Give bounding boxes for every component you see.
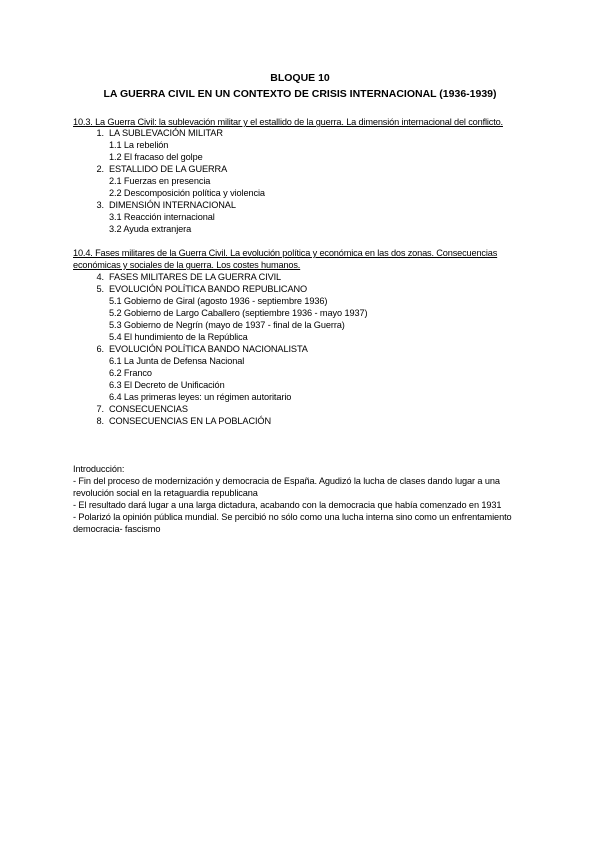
outline-subitem: 2.2 Descomposición política y violencia: [109, 188, 265, 198]
intro-line: - Fin del proceso de modernización y democracia de España. Agudizó la lucha de clases dando lugar a una: [73, 476, 500, 486]
outline-subitem: 5.4 El hundimiento de la República: [109, 332, 248, 342]
outline-subitem: 5.3 Gobierno de Negrín (mayo de 1937 - final de la Guerra): [109, 320, 345, 330]
outline-subitem: 2.1 Fuerzas en presencia: [109, 176, 211, 186]
outline-item-label: ESTALLIDO DE LA GUERRA: [109, 164, 228, 174]
intro-line: - El resultado dará lugar a una larga dictadura, acabando con la democracia que había comenzado en 1931: [73, 500, 502, 510]
section1-heading: 10.3. La Guerra Civil: la sublevación militar y el estallido de la guerra. La dimensión internacional del conflicto.: [73, 117, 503, 127]
outline-subitem: 3.2 Ayuda extranjera: [109, 224, 192, 234]
outline-item-label: LA SUBLEVACIÓN MILITAR: [109, 128, 223, 138]
intro-title: Introducción:: [73, 464, 125, 474]
outline-item-label: EVOLUCIÓN POLÍTICA BANDO REPUBLICANO: [109, 284, 308, 294]
outline-subitem: 1.2 El fracaso del golpe: [109, 152, 203, 162]
outline-subitem: 6.3 El Decreto de Unificación: [109, 380, 225, 390]
intro-line: revolución social en la retaguardia republicana: [73, 488, 258, 498]
intro-line: - Polarizó la opinión pública mundial. Se percibió no sólo como una lucha interna sino como un enfrentamiento: [73, 512, 512, 522]
outline-subitem: 6.2 Franco: [109, 368, 152, 378]
outline-subitem: 5.2 Gobierno de Largo Caballero (septiembre 1936 - mayo 1937): [109, 308, 368, 318]
outline-item-label: FASES MILITARES DE LA GUERRA CIVIL: [109, 272, 282, 282]
main-title: LA GUERRA CIVIL EN UN CONTEXTO DE CRISIS INTERNACIONAL (1936-1939): [103, 88, 497, 100]
section2-heading-cont: económicas y sociales de la guerra. Los costes humanos.: [73, 260, 301, 270]
outline-subitem: 1.1 La rebelión: [109, 140, 169, 150]
outline-subitem: 6.4 Las primeras leyes: un régimen autoritario: [109, 392, 292, 402]
outline-item-label: CONSECUENCIAS: [109, 404, 188, 414]
section2-heading: 10.4. Fases militares de la Guerra Civil. La evolución política y económica en las dos zonas. Consecuencias: [73, 248, 498, 258]
outline-subitem: 5.1 Gobierno de Giral (agosto 1936 - septiembre 1936): [109, 296, 328, 306]
outline-subitem: 6.1 La Junta de Defensa Nacional: [109, 356, 245, 366]
outline-item-label: DIMENSIÓN INTERNACIONAL: [109, 200, 236, 210]
document-page: BLOQUE 10 LA GUERRA CIVIL EN UN CONTEXTO DE CRISIS INTERNACIONAL (1936-1939) 10.3. La Guerra Civil: la sublevación militar y el estallido de la guerra. La dimensión internacional del conflicto. 1. LA SUBLEVACIÓN MILITAR 1.1 La rebelión 1.2 El fracaso del golpe 2. ESTALLIDO DE LA GUERRA 2.1 Fuerzas en presencia 2.2 Descomposición política y violencia 3. DIMENSIÓN INTERNACIONAL 3.1 Reacción internacional 3.2 Ayuda extranjera 10.4. Fases militares de la Guerra Civil. La evolución política y económica en las dos zonas. Consecuencias económicas y sociales de la guerra. Los costes humanos. 4. FASES MILITARES DE LA GUERRA CIVIL 5. EVOLUCIÓN POLÍTICA BANDO REPUBLICANO 5.1 Gobierno de Giral (agosto 1936 - septiembre 1936) 5.2 Gobierno de Largo Caballero (septiembre 1936 - mayo 1937) 5.3 Gobierno de Negrín (mayo de 1937 - final de la Guerra) 5.4 El hundimiento de la República 6. EVOLUCIÓN POLÍTICA BANDO NACIONALISTA 6.1 La Junta de Defensa Nacional 6.2 Franco 6.3 El Decreto de Unificación 6.4 Las primeras leyes: un régimen autoritario 7. CONSECUENCIAS 8. CONSECUENCIAS EN LA POBLACIÓN Introducción: - Fin del proceso de modernización y democracia de España. Agudizó la lucha de clases dando lugar a una revolución social en la retaguardia republicana - El resultado dará lugar a una larga dictadura, acabando con la democracia que había comenzado en 1931 - Polarizó la opinión pública mundial. Se percibió no sólo como una lucha interna sino como un enfrentamiento democracia- fascismo: [0, 0, 600, 848]
outline-item-label: CONSECUENCIAS EN LA POBLACIÓN: [109, 416, 272, 426]
bloque-label: BLOQUE 10: [270, 72, 330, 84]
outline-subitem: 3.1 Reacción internacional: [109, 212, 215, 222]
intro-line: democracia- fascismo: [73, 524, 161, 534]
outline-item-label: EVOLUCIÓN POLÍTICA BANDO NACIONALISTA: [109, 344, 308, 354]
